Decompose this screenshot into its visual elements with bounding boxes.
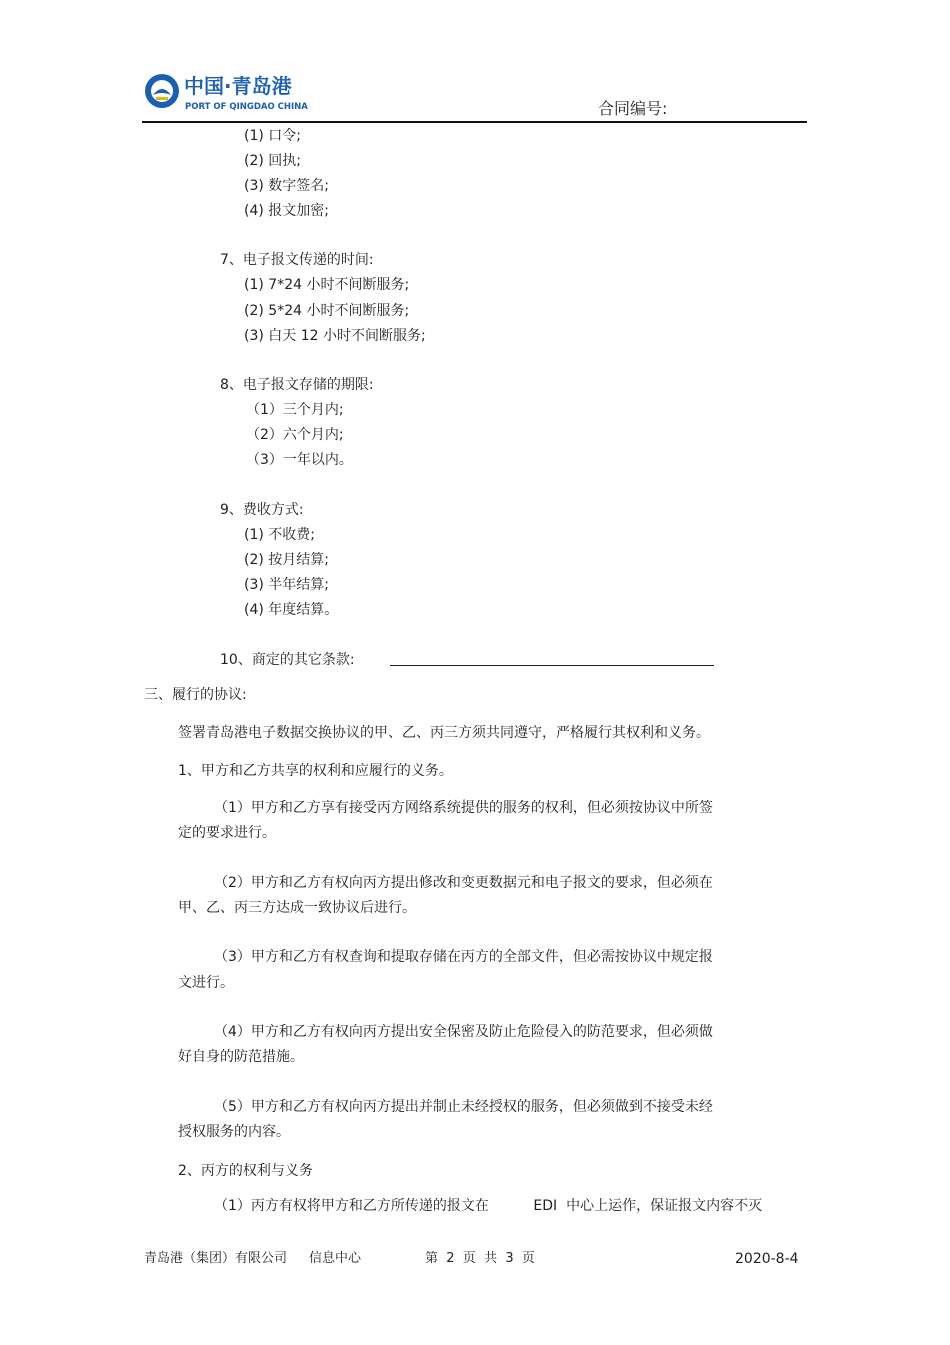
sub1-para5-line2: 授权服务的内容。 <box>178 1124 290 1140</box>
sub2-title: 2、丙方的权利与义务 <box>178 1163 313 1179</box>
sub1-para4-line2: 好自身的防范措施。 <box>178 1049 304 1065</box>
item7-option-3: (3) 白天 12 小时不间断服务; <box>244 328 426 344</box>
section3-intro: 签署青岛港电子数据交换协议的甲、乙、丙三方须共同遵守，严格履行其权利和义务。 <box>178 725 710 741</box>
auth-option-2: (2) 回执; <box>244 153 301 169</box>
contract-number-label: 合同编号: <box>598 99 668 118</box>
item7-option-1: (1) 7*24 小时不间断服务; <box>244 277 410 293</box>
logo-en-text: PORT OF QINGDAO CHINA <box>185 102 308 112</box>
sub1-para1-line2: 定的要求进行。 <box>178 825 276 841</box>
footer-date: 2020-8-4 <box>735 1251 799 1267</box>
sub1-title: 1、甲方和乙方共享的权利和应履行的义务。 <box>178 763 453 779</box>
item9-option-3: (3) 半年结算; <box>244 577 329 593</box>
sub2-para1: （1）丙方有权将甲方和乙方所传递的报文在 EDI 中心上运作，保证报文内容不灭 <box>214 1198 763 1214</box>
auth-option-1: (1) 口令; <box>244 128 301 144</box>
footer-department: 信息中心 <box>309 1251 362 1266</box>
sub1-para5-line1: （5）甲方和乙方有权向丙方提出并制止未经授权的服务，但必须做到不接受未经 <box>214 1099 713 1115</box>
sub1-para3-line1: （3）甲方和乙方有权查询和提取存储在丙方的全部文件，但必需按协议中规定报 <box>214 949 713 965</box>
item10-blank-line <box>390 665 714 666</box>
sub1-para1-line1: （1）甲方和乙方享有接受丙方网络系统提供的服务的权利，但必须按协议中所签 <box>214 800 713 816</box>
item9-option-2: (2) 按月结算; <box>244 552 329 568</box>
item8-option-1: （1）三个月内; <box>246 402 344 418</box>
section3-title: 三、履行的协议: <box>144 687 247 703</box>
auth-option-4: (4) 报文加密; <box>244 203 329 219</box>
item8-option-3: （3）一年以内。 <box>246 452 353 468</box>
footer-company: 青岛港（集团）有限公司 <box>144 1251 288 1266</box>
item7-title: 7、电子报文传递的时间: <box>220 252 374 268</box>
sub1-para2-line1: （2）甲方和乙方有权向丙方提出修改和变更数据元和电子报文的要求，但必须在 <box>214 875 713 891</box>
item8-title: 8、电子报文存储的期限: <box>220 377 374 393</box>
footer-page-number: 第 2 页 共 3 页 <box>425 1251 535 1266</box>
item7-option-2: (2) 5*24 小时不间断服务; <box>244 303 410 319</box>
logo-cn-text: 中国·青岛港 <box>184 74 292 98</box>
sub1-para2-line2: 甲、乙、丙三方达成一致协议后进行。 <box>178 900 416 916</box>
item8-option-2: （2）六个月内; <box>246 427 344 443</box>
header-divider <box>142 121 807 123</box>
item9-title: 9、费收方式: <box>220 502 304 518</box>
sub1-para3-line2: 文进行。 <box>178 975 234 991</box>
item10-title: 10、商定的其它条款: <box>220 652 355 668</box>
company-logo <box>142 69 312 115</box>
port-logo-icon <box>142 69 312 115</box>
item9-option-1: (1) 不收费; <box>244 527 315 543</box>
item9-option-4: (4) 年度结算。 <box>244 602 339 618</box>
auth-option-3: (3) 数字签名; <box>244 178 329 194</box>
sub1-para4-line1: （4）甲方和乙方有权向丙方提出安全保密及防止危险侵入的防范要求，但必须做 <box>214 1024 713 1040</box>
